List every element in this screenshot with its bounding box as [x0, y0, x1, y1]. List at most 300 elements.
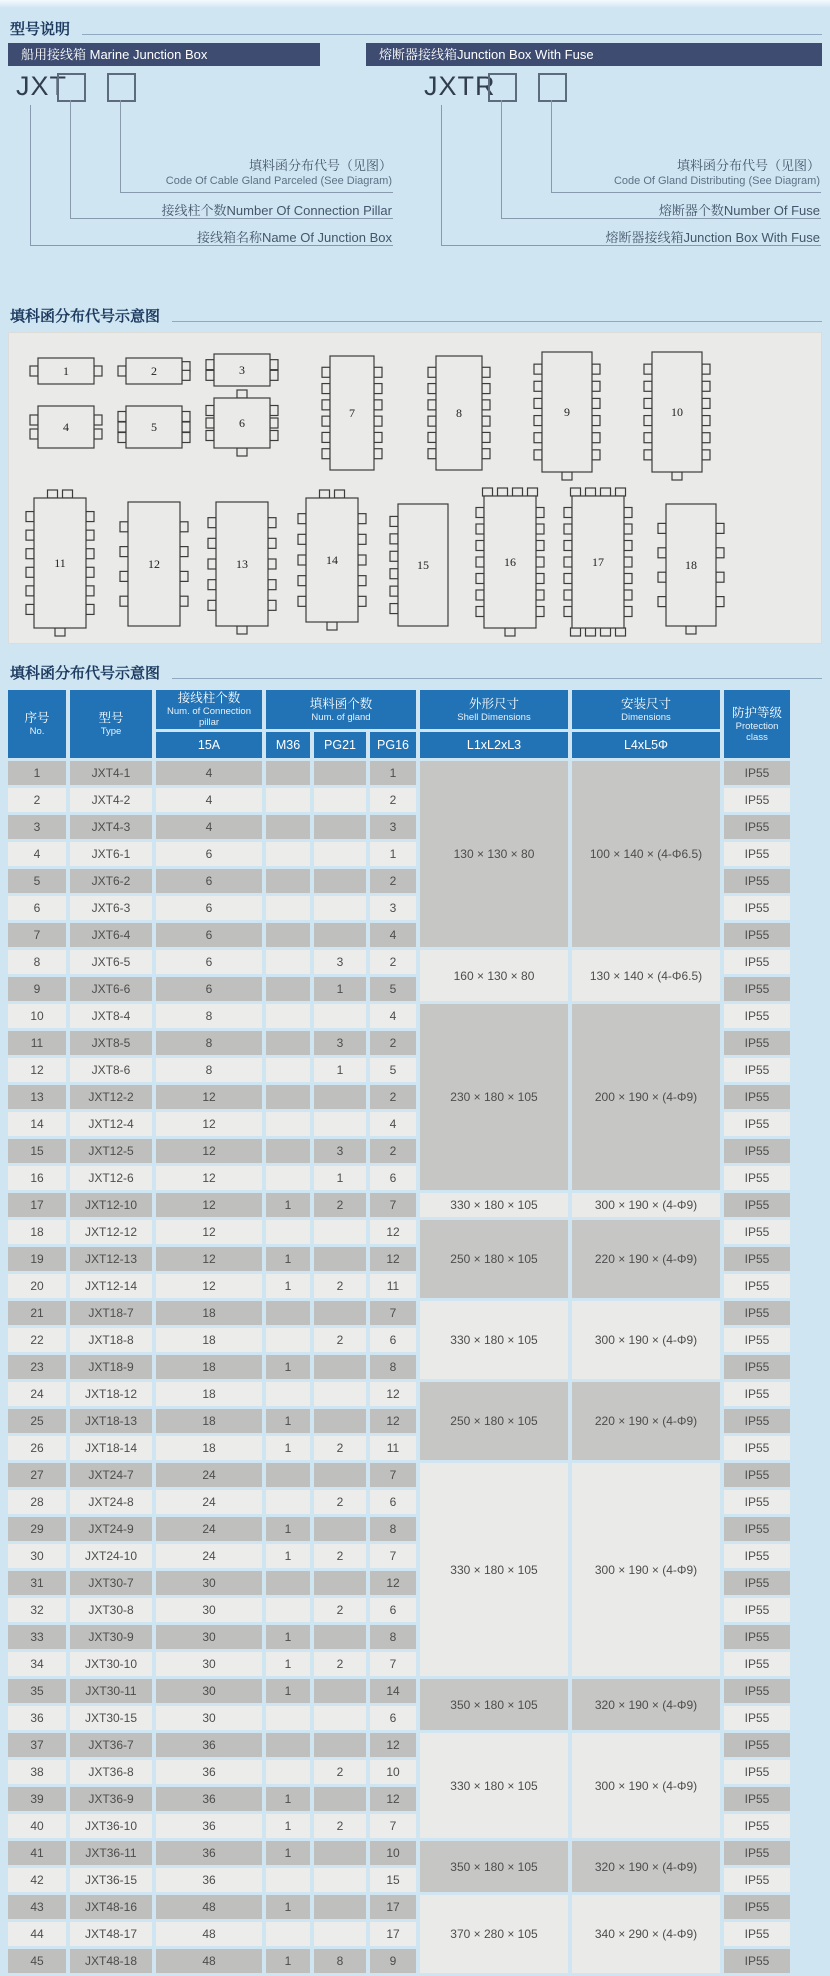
section3-title: 填科函分布代号示意图	[10, 665, 161, 682]
svg-text:10: 10	[671, 405, 683, 419]
cell-15a: 12	[156, 1220, 262, 1244]
cell-pg21	[314, 1247, 366, 1271]
header-no: 序号 No.	[8, 690, 66, 758]
cell-type: JXT12-13	[70, 1247, 152, 1271]
cell-shell-dimensions: 350 × 180 × 105	[420, 1679, 568, 1730]
cell-protection-class: IP55	[724, 1463, 790, 1487]
section2-rule	[172, 321, 822, 322]
cell-15a: 12	[156, 1166, 262, 1190]
jxtr-code-box-2	[538, 73, 567, 102]
cell-pg16: 3	[370, 896, 416, 920]
cell-type: JXT6-5	[70, 950, 152, 974]
cell-m36	[266, 1031, 310, 1055]
cell-15a: 12	[156, 1193, 262, 1217]
cell-pg16: 7	[370, 1463, 416, 1487]
cell-m36: 1	[266, 1625, 310, 1649]
cell-15a: 48	[156, 1922, 262, 1946]
cell-pg21	[314, 1112, 366, 1136]
cell-pg16: 2	[370, 950, 416, 974]
table-row	[8, 1679, 790, 1703]
cell-no: 27	[8, 1463, 66, 1487]
cell-protection-class: IP55	[724, 1058, 790, 1082]
cell-pg21: 1	[314, 1058, 366, 1082]
svg-text:16: 16	[504, 555, 516, 569]
cell-protection-class: IP55	[724, 1625, 790, 1649]
cell-pg21: 2	[314, 1274, 366, 1298]
cell-pg16: 4	[370, 1112, 416, 1136]
cell-m36: 1	[266, 1787, 310, 1811]
cell-pg21	[314, 1517, 366, 1541]
cell-pg21	[314, 1706, 366, 1730]
cell-type: JXT12-6	[70, 1166, 152, 1190]
cell-pg16: 1	[370, 761, 416, 785]
cell-15a: 18	[156, 1436, 262, 1460]
cell-protection-class: IP55	[724, 1517, 790, 1541]
header-pg21: PG21	[314, 732, 366, 758]
jxtr-label2: 熔断器个数Number Of Fuse	[658, 203, 820, 218]
cell-pg16: 2	[370, 788, 416, 812]
cell-pg16: 7	[370, 1301, 416, 1325]
cell-pg21: 3	[314, 1031, 366, 1055]
cell-m36	[266, 1733, 310, 1757]
cell-shell-dimensions: 350 × 180 × 105	[420, 1841, 568, 1892]
cell-type: JXT18-7	[70, 1301, 152, 1325]
cell-type: JXT30-7	[70, 1571, 152, 1595]
cell-15a: 18	[156, 1409, 262, 1433]
cell-protection-class: IP55	[724, 1247, 790, 1271]
cell-protection-class: IP55	[724, 950, 790, 974]
cell-no: 14	[8, 1112, 66, 1136]
cell-pg16: 12	[370, 1382, 416, 1406]
cell-m36	[266, 761, 310, 785]
cell-15a: 30	[156, 1598, 262, 1622]
cell-no: 3	[8, 815, 66, 839]
cell-mounting-dimensions: 320 × 190 × (4-Φ9)	[572, 1679, 720, 1730]
cell-type: JXT48-16	[70, 1895, 152, 1919]
cell-15a: 24	[156, 1517, 262, 1541]
cell-pg21: 2	[314, 1652, 366, 1676]
cell-pg21	[314, 1841, 366, 1865]
cell-type: JXT6-2	[70, 869, 152, 893]
table-row	[8, 761, 790, 785]
header-pg16: PG16	[370, 732, 416, 758]
cell-m36	[266, 1571, 310, 1595]
cell-pg21	[314, 1679, 366, 1703]
cell-no: 25	[8, 1409, 66, 1433]
cell-protection-class: IP55	[724, 896, 790, 920]
cell-no: 10	[8, 1004, 66, 1028]
section1-title-row	[0, 8, 830, 43]
cell-15a: 4	[156, 761, 262, 785]
cell-pg16: 17	[370, 1895, 416, 1919]
cell-no: 6	[8, 896, 66, 920]
jxt-code-box-1	[57, 73, 86, 102]
cell-protection-class: IP55	[724, 1031, 790, 1055]
cell-mounting-dimensions: 220 × 190 × (4-Φ9)	[572, 1382, 720, 1460]
cell-15a: 4	[156, 788, 262, 812]
cell-pg16: 6	[370, 1328, 416, 1352]
header-m36: M36	[266, 732, 310, 758]
cell-15a: 8	[156, 1058, 262, 1082]
cell-15a: 8	[156, 1004, 262, 1028]
cell-m36: 1	[266, 1247, 310, 1271]
table-row	[8, 1463, 790, 1487]
cell-m36: 1	[266, 1679, 310, 1703]
cell-mounting-dimensions: 300 × 190 × (4-Φ9)	[572, 1733, 720, 1838]
cell-protection-class: IP55	[724, 1355, 790, 1379]
cell-pg16: 2	[370, 1139, 416, 1163]
cell-pg21: 3	[314, 1139, 366, 1163]
cell-pg21: 2	[314, 1193, 366, 1217]
cell-pg16: 12	[370, 1220, 416, 1244]
cell-pg16: 11	[370, 1274, 416, 1298]
gland-layout-diagram-9	[533, 343, 601, 481]
svg-text:12: 12	[148, 557, 160, 571]
cell-15a: 36	[156, 1787, 262, 1811]
svg-text:2: 2	[151, 364, 157, 378]
cell-15a: 12	[156, 1274, 262, 1298]
cell-protection-class: IP55	[724, 1382, 790, 1406]
cell-pg21	[314, 896, 366, 920]
cell-no: 22	[8, 1328, 66, 1352]
jxt-label1-en: Code Of Cable Gland Parceled (See Diagram)	[165, 175, 392, 187]
cell-type: JXT4-1	[70, 761, 152, 785]
table-row	[8, 1841, 790, 1865]
cell-protection-class: IP55	[724, 1193, 790, 1217]
jxt-label3: 接线箱名称Name Of Junction Box	[196, 230, 392, 245]
cell-type: JXT36-11	[70, 1841, 152, 1865]
cell-15a: 18	[156, 1355, 262, 1379]
header-mount-group: 安装尺寸 Dimensions	[572, 690, 720, 729]
cell-shell-dimensions: 330 × 180 × 105	[420, 1733, 568, 1838]
cell-shell-dimensions: 330 × 180 × 105	[420, 1463, 568, 1676]
cell-pg21	[314, 1787, 366, 1811]
cell-mounting-dimensions: 320 × 190 × (4-Φ9)	[572, 1841, 720, 1892]
cell-type: JXT30-15	[70, 1706, 152, 1730]
cell-no: 34	[8, 1652, 66, 1676]
svg-text:18: 18	[685, 558, 697, 572]
section3-title-row	[0, 644, 830, 687]
jxtr-label1-en: Code Of Gland Distributing (See Diagram)	[613, 175, 820, 187]
cell-no: 29	[8, 1517, 66, 1541]
cell-type: JXT18-14	[70, 1436, 152, 1460]
cell-pg21	[314, 1895, 366, 1919]
cell-type: JXT8-6	[70, 1058, 152, 1082]
svg-text:5: 5	[151, 420, 157, 434]
cell-15a: 30	[156, 1625, 262, 1649]
svg-text:9: 9	[564, 405, 570, 419]
cell-protection-class: IP55	[724, 1085, 790, 1109]
cell-no: 20	[8, 1274, 66, 1298]
cell-protection-class: IP55	[724, 1598, 790, 1622]
cell-type: JXT6-1	[70, 842, 152, 866]
cell-pg21: 2	[314, 1598, 366, 1622]
cell-m36	[266, 1760, 310, 1784]
cell-15a: 12	[156, 1139, 262, 1163]
cell-m36	[266, 1166, 310, 1190]
svg-text:1: 1	[63, 364, 69, 378]
gland-layout-diagram-3	[205, 345, 279, 395]
cell-pg16: 6	[370, 1598, 416, 1622]
cell-no: 32	[8, 1598, 66, 1622]
cell-type: JXT12-5	[70, 1139, 152, 1163]
cell-pg21	[314, 1004, 366, 1028]
cell-type: JXT12-12	[70, 1220, 152, 1244]
cell-m36	[266, 1598, 310, 1622]
cell-15a: 36	[156, 1814, 262, 1838]
cell-m36: 1	[266, 1274, 310, 1298]
cell-pg21	[314, 1085, 366, 1109]
cell-15a: 30	[156, 1706, 262, 1730]
cell-no: 42	[8, 1868, 66, 1892]
cell-type: JXT36-8	[70, 1760, 152, 1784]
cell-15a: 4	[156, 815, 262, 839]
cell-shell-dimensions: 130 × 130 × 80	[420, 761, 568, 947]
cell-type: JXT12-2	[70, 1085, 152, 1109]
svg-text:17: 17	[592, 555, 604, 569]
jxtr-label1-zh: 填料函分布代号（见图）	[676, 158, 820, 173]
cell-m36: 1	[266, 1949, 310, 1973]
cell-15a: 24	[156, 1490, 262, 1514]
jxt-label2: 接线柱个数Number Of Connection Pillar	[161, 203, 392, 218]
cell-shell-dimensions: 330 × 180 × 105	[420, 1193, 568, 1217]
cell-type: JXT24-9	[70, 1517, 152, 1541]
cell-15a: 6	[156, 950, 262, 974]
jxt-code-box-2	[107, 73, 136, 102]
cell-protection-class: IP55	[724, 1868, 790, 1892]
gland-layout-diagram-7	[321, 347, 383, 479]
cell-m36	[266, 1112, 310, 1136]
cell-mounting-dimensions: 220 × 190 × (4-Φ9)	[572, 1220, 720, 1298]
cell-pg21	[314, 1220, 366, 1244]
cell-type: JXT48-17	[70, 1922, 152, 1946]
cell-15a: 18	[156, 1328, 262, 1352]
cell-pg21: 2	[314, 1760, 366, 1784]
svg-text:8: 8	[456, 406, 462, 420]
gland-layout-diagram-11	[25, 489, 95, 637]
cell-type: JXT8-5	[70, 1031, 152, 1055]
cell-m36: 1	[266, 1652, 310, 1676]
cell-m36	[266, 788, 310, 812]
cell-mounting-dimensions: 300 × 190 × (4-Φ9)	[572, 1301, 720, 1379]
cell-no: 45	[8, 1949, 66, 1973]
cell-type: JXT4-2	[70, 788, 152, 812]
cell-pg16: 12	[370, 1571, 416, 1595]
cell-m36	[266, 896, 310, 920]
cell-protection-class: IP55	[724, 1652, 790, 1676]
svg-text:7: 7	[349, 406, 355, 420]
svg-text:6: 6	[239, 416, 245, 430]
svg-text:11: 11	[54, 556, 66, 570]
cell-mounting-dimensions: 130 × 140 × (4-Φ6.5)	[572, 950, 720, 1001]
cell-protection-class: IP55	[724, 1166, 790, 1190]
cell-no: 37	[8, 1733, 66, 1757]
cell-m36	[266, 1463, 310, 1487]
cell-protection-class: IP55	[724, 1922, 790, 1946]
header-pillar-group: 接线柱个数 Num. of Connection pillar	[156, 690, 262, 729]
cell-no: 38	[8, 1760, 66, 1784]
cell-m36	[266, 1868, 310, 1892]
header-protection: 防护等级 Protection class	[724, 690, 790, 758]
gland-layout-panel	[8, 332, 822, 644]
cell-type: JXT18-9	[70, 1355, 152, 1379]
cell-type: JXT18-12	[70, 1382, 152, 1406]
cell-type: JXT6-3	[70, 896, 152, 920]
cell-15a: 6	[156, 923, 262, 947]
cell-pg21	[314, 1463, 366, 1487]
cell-no: 40	[8, 1814, 66, 1838]
model-code-jxt: JXT	[16, 71, 68, 101]
cell-pg16: 2	[370, 869, 416, 893]
cell-m36: 1	[266, 1355, 310, 1379]
cell-type: JXT48-18	[70, 1949, 152, 1973]
gland-layout-diagram-15	[389, 495, 457, 635]
cell-mounting-dimensions: 300 × 190 × (4-Φ9)	[572, 1193, 720, 1217]
table-row	[8, 1733, 790, 1757]
cell-pg21	[314, 842, 366, 866]
cell-15a: 24	[156, 1544, 262, 1568]
cell-pg21: 3	[314, 950, 366, 974]
jxtr-code-box-1	[488, 73, 517, 102]
cell-shell-dimensions: 160 × 130 × 80	[420, 950, 568, 1001]
cell-pg16: 7	[370, 1814, 416, 1838]
cell-protection-class: IP55	[724, 1733, 790, 1757]
gland-layout-diagram-13	[207, 493, 277, 635]
cell-protection-class: IP55	[724, 815, 790, 839]
cell-15a: 6	[156, 869, 262, 893]
gland-layout-diagram-6	[205, 389, 279, 457]
cell-m36: 1	[266, 1436, 310, 1460]
table-row	[8, 1382, 790, 1406]
cell-pg16: 6	[370, 1490, 416, 1514]
cell-15a: 18	[156, 1301, 262, 1325]
cell-15a: 30	[156, 1652, 262, 1676]
cell-m36: 1	[266, 1895, 310, 1919]
section1-rule	[82, 34, 822, 35]
cell-m36	[266, 1058, 310, 1082]
cell-shell-dimensions: 370 × 280 × 105	[420, 1895, 568, 1973]
junction-box-with-fuse-bar: 熔断器接线箱Junction Box With Fuse	[366, 43, 822, 66]
cell-no: 33	[8, 1625, 66, 1649]
cell-15a: 36	[156, 1733, 262, 1757]
cell-protection-class: IP55	[724, 1328, 790, 1352]
cell-no: 19	[8, 1247, 66, 1271]
cell-m36: 1	[266, 1814, 310, 1838]
header-15a: 15A	[156, 732, 262, 758]
cell-pg21	[314, 1922, 366, 1946]
cell-type: JXT30-8	[70, 1598, 152, 1622]
cell-pg16: 17	[370, 1922, 416, 1946]
cell-pg16: 8	[370, 1625, 416, 1649]
cell-m36	[266, 1328, 310, 1352]
cell-15a: 12	[156, 1247, 262, 1271]
page-top-strip	[0, 0, 830, 8]
cell-type: JXT8-4	[70, 1004, 152, 1028]
cell-15a: 30	[156, 1679, 262, 1703]
cell-pg21	[314, 1409, 366, 1433]
model-code-diagrams	[0, 43, 830, 295]
cell-type: JXT18-13	[70, 1409, 152, 1433]
gland-layout-diagram-17	[563, 487, 633, 637]
header-l4l5: L4xL5Φ	[572, 732, 720, 758]
cell-15a: 30	[156, 1571, 262, 1595]
cell-type: JXT36-9	[70, 1787, 152, 1811]
cell-m36	[266, 869, 310, 893]
cell-no: 44	[8, 1922, 66, 1946]
header-l1l2l3: L1xL2xL3	[420, 732, 568, 758]
cell-protection-class: IP55	[724, 788, 790, 812]
cell-pg21	[314, 1625, 366, 1649]
cell-pg16: 6	[370, 1166, 416, 1190]
cell-type: JXT6-6	[70, 977, 152, 1001]
spec-table-header	[8, 690, 790, 758]
cell-m36	[266, 1922, 310, 1946]
gland-layout-diagram-1	[29, 349, 103, 393]
cell-no: 28	[8, 1490, 66, 1514]
cell-pg21	[314, 788, 366, 812]
cell-protection-class: IP55	[724, 977, 790, 1001]
cell-pg16: 6	[370, 1706, 416, 1730]
cell-pg16: 11	[370, 1436, 416, 1460]
cell-no: 4	[8, 842, 66, 866]
jxtr-label3: 熔断器接线箱Junction Box With Fuse	[605, 230, 820, 245]
cell-protection-class: IP55	[724, 1706, 790, 1730]
cell-pg21	[314, 1301, 366, 1325]
cell-15a: 6	[156, 977, 262, 1001]
cell-protection-class: IP55	[724, 1544, 790, 1568]
cell-pg16: 12	[370, 1733, 416, 1757]
cell-15a: 36	[156, 1760, 262, 1784]
cell-no: 26	[8, 1436, 66, 1460]
cell-pg16: 8	[370, 1355, 416, 1379]
cell-pg16: 7	[370, 1544, 416, 1568]
cell-no: 17	[8, 1193, 66, 1217]
cell-no: 8	[8, 950, 66, 974]
cell-mounting-dimensions: 100 × 140 × (4-Φ6.5)	[572, 761, 720, 947]
cell-no: 2	[8, 788, 66, 812]
cell-m36	[266, 1139, 310, 1163]
cell-protection-class: IP55	[724, 761, 790, 785]
cell-m36	[266, 1004, 310, 1028]
cell-pg21: 1	[314, 1166, 366, 1190]
cell-shell-dimensions: 230 × 180 × 105	[420, 1004, 568, 1190]
gland-layout-diagram-8	[427, 347, 491, 479]
cell-protection-class: IP55	[724, 923, 790, 947]
header-gland-group: 填料函个数 Num. of gland	[266, 690, 416, 729]
cell-protection-class: IP55	[724, 1139, 790, 1163]
cell-pg16: 10	[370, 1841, 416, 1865]
cell-protection-class: IP55	[724, 1814, 790, 1838]
svg-text:4: 4	[63, 420, 69, 434]
gland-layout-diagram-16	[475, 487, 545, 637]
cell-no: 5	[8, 869, 66, 893]
cell-type: JXT30-9	[70, 1625, 152, 1649]
table-row	[8, 1004, 790, 1028]
cell-type: JXT30-11	[70, 1679, 152, 1703]
cell-type: JXT36-7	[70, 1733, 152, 1757]
cell-pg16: 7	[370, 1193, 416, 1217]
cell-m36: 1	[266, 1517, 310, 1541]
cell-protection-class: IP55	[724, 1112, 790, 1136]
cell-15a: 48	[156, 1895, 262, 1919]
table-row	[8, 1301, 790, 1325]
cell-m36: 1	[266, 1193, 310, 1217]
cell-protection-class: IP55	[724, 1841, 790, 1865]
cell-no: 35	[8, 1679, 66, 1703]
cell-mounting-dimensions: 200 × 190 × (4-Φ9)	[572, 1004, 720, 1190]
cell-no: 11	[8, 1031, 66, 1055]
cell-protection-class: IP55	[724, 1760, 790, 1784]
